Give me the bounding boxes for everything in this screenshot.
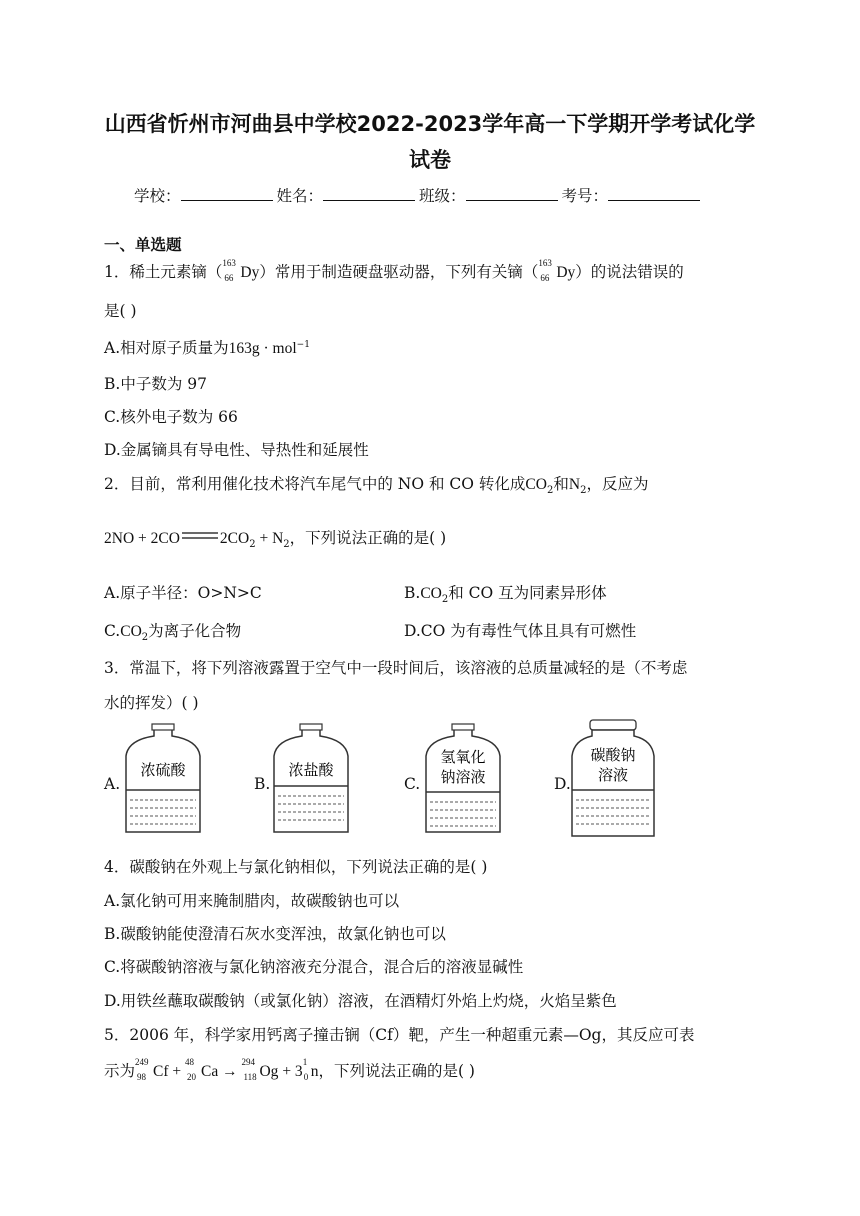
bottle-d-icon xyxy=(568,718,658,842)
section-title: 一、单选题 xyxy=(104,236,182,254)
bottle-c-label-1: 氢氧化 xyxy=(440,748,486,766)
q4-option-b: B.碳酸钠能使澄清石灰水变浑浊，故氯化钠也可以 xyxy=(104,925,446,943)
equals-sign xyxy=(180,531,220,541)
q4-option-c: C.将碳酸钠溶液与氯化钠溶液充分混合，混合后的溶液显碱性 xyxy=(104,958,524,976)
q3-option-a-letter: A. xyxy=(104,775,121,793)
q3-option-b-letter: B. xyxy=(254,775,271,793)
cf-nuclide: 249 98 Cf xyxy=(135,1057,169,1082)
class-blank[interactable] xyxy=(466,185,558,201)
q4-option-d: D.用铁丝蘸取碳酸钠（或氯化钠）溶液，在酒精灯外焰上灼烧，火焰呈紫色 xyxy=(104,992,617,1010)
q2-option-b: $B.CO_2$和 CO 互为同素异形体 xyxy=(404,584,607,605)
ca-nuclide: 48 20 Ca xyxy=(185,1057,219,1082)
og-nuclide: 294 118 Og xyxy=(241,1057,279,1082)
class-label: 班级： xyxy=(419,187,466,205)
q5-stem-line1: 5．2006 年，科学家用钙离子撞击锎（Cf）靶，产生一种超重元素—Og，其反应可表 xyxy=(104,1026,695,1044)
q3-option-c-letter: C. xyxy=(404,775,421,793)
q3-stem-line2: 水的挥发）( ) xyxy=(104,694,199,712)
number-label: 考号： xyxy=(561,187,609,205)
bottle-c-label-2: 钠溶液 xyxy=(440,768,486,786)
q4-option-a: A.氯化钠可用来腌制腊肉，故碳酸钠也可以 xyxy=(104,892,400,910)
bottle-a-label: 浓硫酸 xyxy=(140,761,186,779)
q1-option-d: D.金属镝具有导电性、导热性和延展性 xyxy=(104,441,369,459)
dy-nuclide: 163 66 Dy xyxy=(222,258,260,283)
bottle-d-label-2: 溶液 xyxy=(597,766,629,784)
exam-title-line1: 山西省忻州市河曲县中学校2022-2023学年高一下学期开学考试化学 xyxy=(104,112,756,136)
q1-option-a: A.相对原子质量为163g · mol$^{-1}$ xyxy=(104,339,310,357)
bottle-d-label-1: 碳酸钠 xyxy=(590,746,636,764)
q3-option-d-letter: D. xyxy=(554,775,571,793)
q1-stem-line2: 是( ) xyxy=(104,302,137,320)
q5-stem-line2: 示为 249 98 Cf + 48 20 Ca → 294 118 Og + 3 1 0 n，下列说法正确的是( ) xyxy=(104,1057,475,1082)
neutron-nuclide: 1 0 n xyxy=(302,1057,319,1082)
school-label: 学校： xyxy=(134,187,181,205)
bottle-b-label: 浓盐酸 xyxy=(288,761,334,779)
q1-option-c: C.核外电子数为 66 xyxy=(104,408,238,426)
school-blank[interactable] xyxy=(181,185,273,201)
dy-nuclide-2: 163 66 Dy xyxy=(538,258,576,283)
q2-option-a: A.原子半径：O>N>C xyxy=(104,584,262,602)
q2-option-c: $C.CO_2$为离子化合物 xyxy=(104,622,242,643)
bottle-a-icon xyxy=(120,722,206,838)
q4-stem: 4．碳酸钠在外观上与氯化钠相似，下列说法正确的是( ) xyxy=(104,858,488,876)
q3-stem-line1: 3．常温下，将下列溶液露置于空气中一段时间后，该溶液的总质量减轻的是（不考虑 xyxy=(104,659,688,677)
name-label: 姓名： xyxy=(276,187,324,205)
q2-option-d: D.CO 为有毒性气体且具有可燃性 xyxy=(404,622,637,640)
bottle-b-icon xyxy=(268,722,354,838)
q2-stem-line1: 2．目前，常利用催化技术将汽车尾气中的 NO 和 CO 转化成$CO_2$和$N_2$，反应为 xyxy=(104,475,649,496)
student-info-line xyxy=(134,184,734,206)
q1-option-b: B.中子数为 97 xyxy=(104,375,207,393)
bottle-c-icon xyxy=(420,722,506,838)
q2-equation-line: 2NO + 2CO $2CO_2 + N_2$，下列说法正确的是( ) xyxy=(104,529,447,550)
exam-title-line2: 试卷 xyxy=(409,148,451,172)
number-blank[interactable] xyxy=(608,185,700,201)
name-blank[interactable] xyxy=(323,185,415,201)
q1-stem-line1: 1．稀土元素镝（ 163 66 Dy）常用于制造硬盘驱动器，下列有关镝（ 163 66 Dy）的说法错误的 xyxy=(104,258,684,283)
